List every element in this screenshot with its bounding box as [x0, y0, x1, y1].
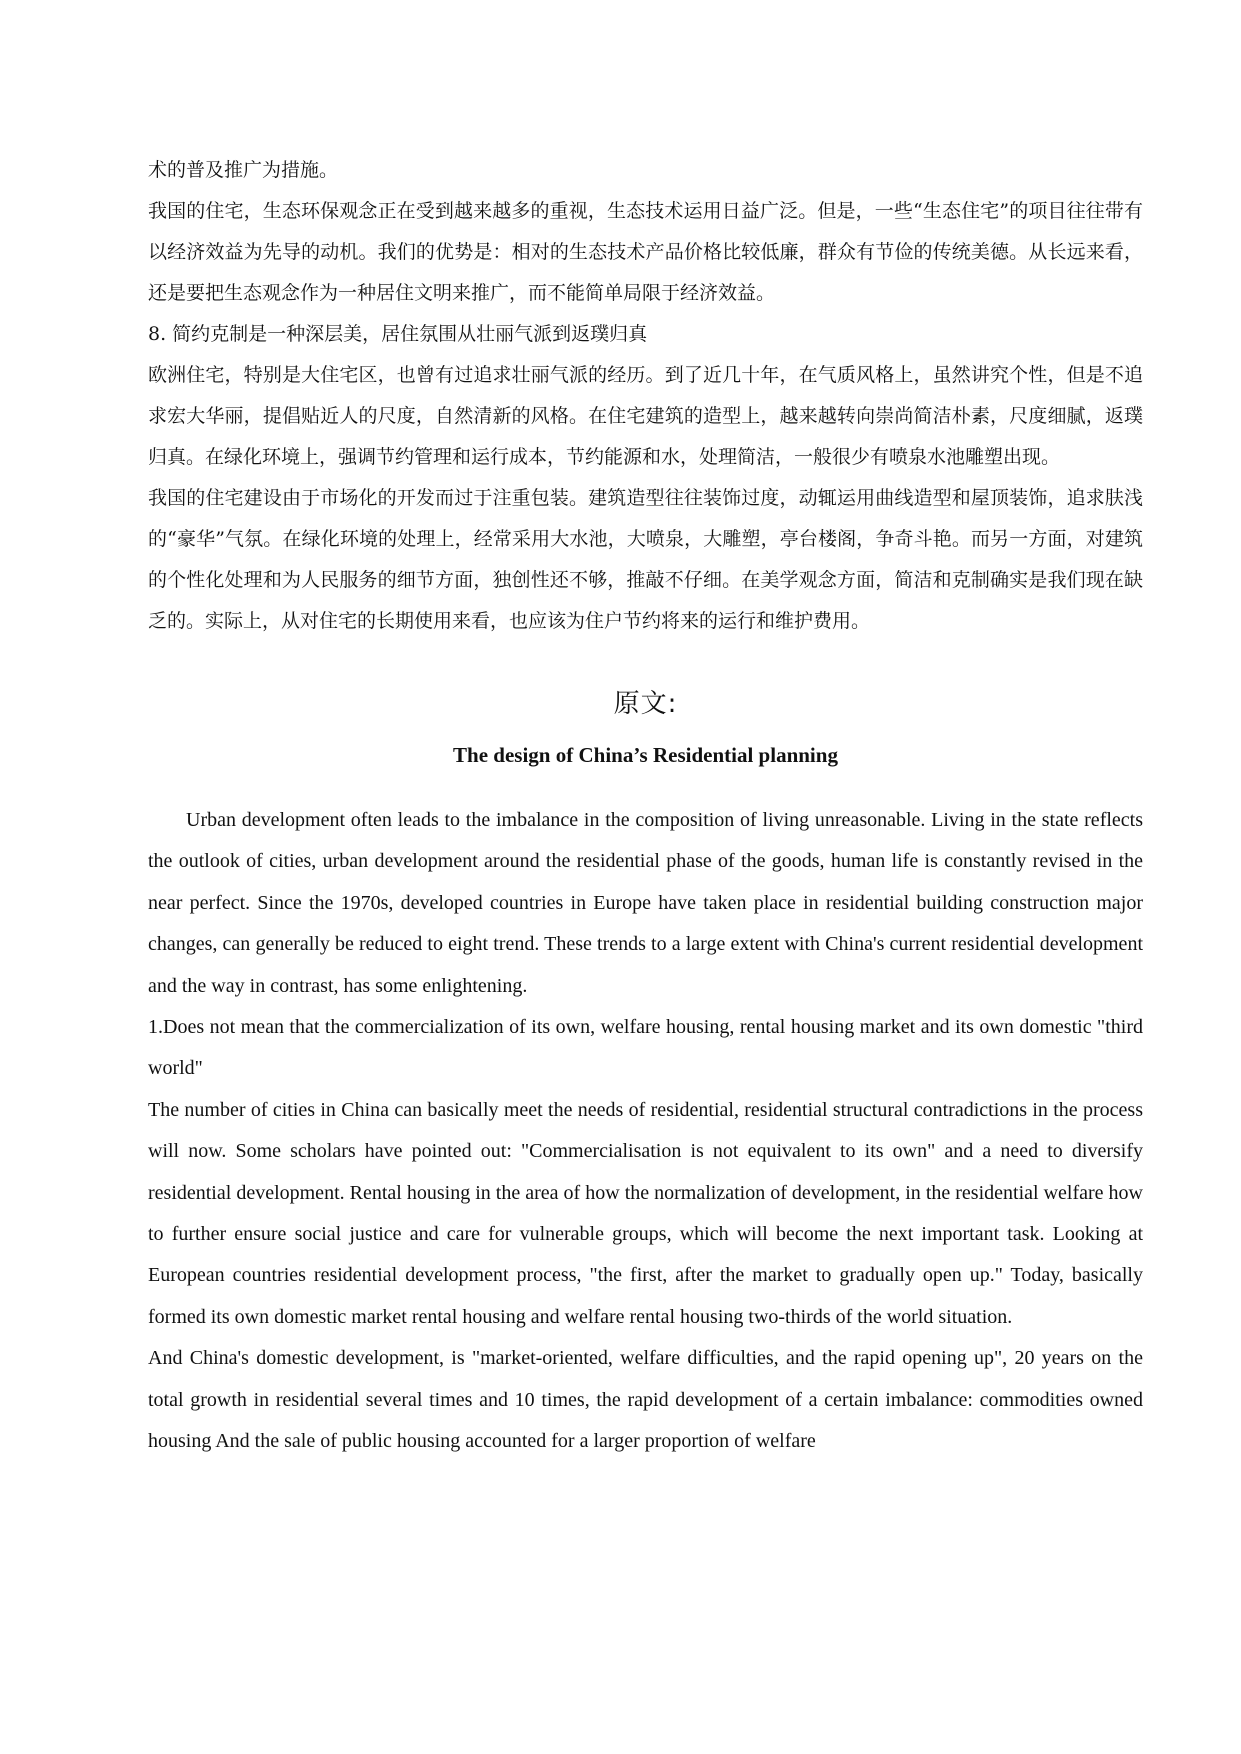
en-paragraph-4: And China's domestic development, is "market-oriented, welfare difficulties, and the rapid opening up", 20 years on the total growth in residential several times and 10 times, the rapid development of a certain imbalance: commodities owned housing And the sale of public housing accounted for a larger proportion of welfare	[148, 1347, 1143, 1453]
en-paragraph-1: Urban development often leads to the imbalance in the composition of living unreasonable. Living in the state reflects the outlook of cities, urban development around the residential phase of the goods, human life is constantly revised in the near perfect. Since the 1970s, developed countries in Europe have taken place in residential building construction major changes, can generally be reduced to eight trend. These trends to a large extent with China's current residential development and the way in contrast, has some enlightening.	[148, 809, 1143, 997]
en-paragraph-3: The number of cities in China can basically meet the needs of residential, residential structural contradictions in the process will now. Some scholars have pointed out: "Commercialisation is not equivalent to its own" and a need to diversify residential development. Rental housing in the area of how the normalization of development, in the residential welfare how to further ensure social justice and care for vulnerable groups, which will become the next important task. Looking at European countries residential development process, "the first, after the market to gradually open up." Today, basically formed its own domestic market rental housing and welfare rental housing two-thirds of the world situation.	[148, 1098, 1143, 1328]
zh-paragraph-5: 我国的住宅建设由于市场化的开发而过于注重包装。建筑造型往往装饰过度，动辄运用曲线造型和屋顶装饰，追求肤浅的“豪华”气氛。在绿化环境的处理上，经常采用大水池，大喷泉，大雕塑，亭台楼阁，争奇斗艳。而另一方面，对建筑的个性化处理和为人民服务的细节方面，独创性还不够，推敲不仔细。在美学观念方面，简洁和克制确实是我们现在缺乏的。实际上，从对住宅的长期使用来看，也应该为住户节约将来的运行和维护费用。	[148, 487, 1143, 632]
zh-paragraph-4: 欧洲住宅，特别是大住宅区，也曾有过追求壮丽气派的经历。到了近几十年，在气质风格上，虽然讲究个性，但是不追求宏大华丽，提倡贴近人的尺度，自然清新的风格。在住宅建筑的造型上，越来越转向崇尚简洁朴素，尺度细腻，返璞归真。在绿化环境上，强调节约管理和运行成本，节约能源和水，处理简洁，一般很少有喷泉水池雕塑出现。	[148, 364, 1143, 468]
document-page	[148, 150, 1143, 1463]
en-section-heading-1: 1.Does not mean that the commercialization of its own, welfare housing, rental housing market and its own domestic "third world"	[148, 1016, 1143, 1080]
english-title: The design of China’s Residential planning	[453, 743, 838, 767]
zh-paragraph-1: 术的普及推广为措施。	[148, 159, 339, 181]
zh-paragraph-2: 我国的住宅，生态环保观念正在受到越来越多的重视，生态技术运用日益广泛。但是，一些“生态住宅”的项目往往带有以经济效益为先导的动机。我们的优势是：相对的生态技术产品价格比较低廉，群众有节俭的传统美德。从长远来看，还是要把生态观念作为一种居住文明来推广，而不能简单局限于经济效益。	[148, 200, 1143, 304]
original-text-heading: 原文:	[613, 689, 678, 719]
zh-section-heading-8: 8. 简约克制是一种深层美，居住氛围从壮丽气派到返璞归真	[148, 323, 648, 345]
